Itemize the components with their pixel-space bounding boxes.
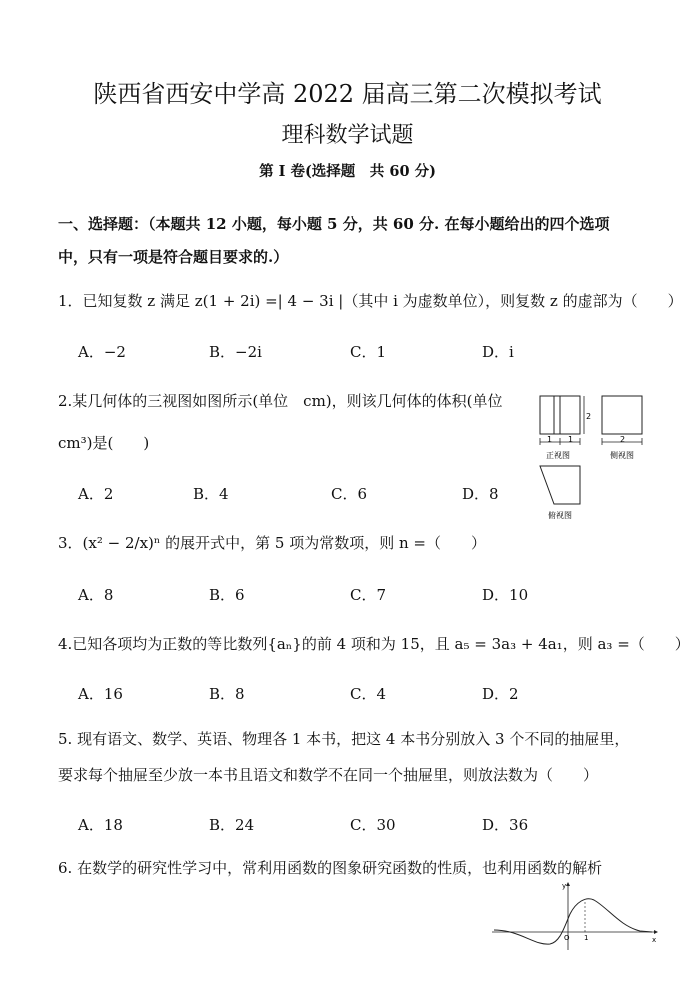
question-1-text: 1．已知复数 z 满足 z(1 + 2i) =| 4 − 3i |（其中 i 为虚数单位），则复数 z 的虚部为（ ） bbox=[58, 292, 683, 310]
question-2-option-b: B．4 bbox=[193, 485, 229, 503]
top-view bbox=[540, 466, 580, 504]
question-4-text: 4.已知各项均为正数的等比数列{aₙ}的前 4 项和为 15，且 a₅ = 3a₃ + 4a₁，则 a₃ =（ ） bbox=[58, 635, 690, 653]
question-4-option-a: A．16 bbox=[78, 685, 123, 703]
question-5-option-c: C．30 bbox=[350, 816, 396, 834]
question-2-text-line2: cm³)是( ) bbox=[58, 434, 150, 452]
x-axis-arrow-icon bbox=[654, 930, 658, 934]
volume-heading: 第 I 卷(选择题 共 60 分) bbox=[259, 163, 436, 180]
question-4-option-c: C．4 bbox=[350, 685, 387, 703]
question-5-text-line1: 5. 现有语文、数学、英语、物理各 1 本书，把这 4 本书分别放入 3 个不同的抽屉里， bbox=[58, 730, 630, 748]
question-1-option-a: A．−2 bbox=[78, 343, 126, 361]
question-1-option-d: D．i bbox=[482, 343, 514, 361]
question-4-option-d: D．2 bbox=[482, 685, 519, 703]
exam-subtitle: 理科数学试题 bbox=[281, 123, 414, 148]
question-2-option-c: C．6 bbox=[331, 485, 368, 503]
question-5-option-a: A．18 bbox=[78, 816, 123, 834]
y-axis-label: y bbox=[562, 882, 567, 890]
tick-label: 1 bbox=[584, 934, 589, 942]
function-graph bbox=[490, 880, 660, 952]
question-5-option-b: B．24 bbox=[209, 816, 255, 834]
question-1-option-b: B．−2i bbox=[209, 343, 262, 361]
side-view-label: 侧视图 bbox=[610, 451, 634, 460]
question-4-option-b: B．8 bbox=[209, 685, 245, 703]
question-6-text: 6. 在数学的研究性学习中，常利用函数的图象研究函数的性质，也利用函数的解析 bbox=[58, 859, 603, 877]
question-3-text: 3．(x² − 2/x)ⁿ 的展开式中，第 5 项为常数项，则 n =（ ） bbox=[58, 534, 486, 552]
y-axis-arrow-icon bbox=[566, 882, 570, 886]
question-5-option-d: D．36 bbox=[482, 816, 529, 834]
front-view-label: 正视图 bbox=[546, 451, 570, 460]
question-3-option-c: C．7 bbox=[350, 586, 387, 604]
x-axis-label: x bbox=[652, 936, 657, 944]
question-2-option-d: D．8 bbox=[462, 485, 499, 503]
question-1-option-c: C．1 bbox=[350, 343, 387, 361]
question-2-text-line1: 2.某几何体的三视图如图所示(单位 cm)，则该几何体的体积(单位 bbox=[58, 392, 503, 410]
question-5-text-line2: 要求每个抽屉至少放一本书且语文和数学不在同一个抽屉里，则放法数为（ ） bbox=[58, 766, 599, 784]
function-curve bbox=[494, 899, 652, 944]
question-3-option-d: D．10 bbox=[482, 586, 529, 604]
section-instructions-line2: 中，只有一项是符合题目要求的.） bbox=[58, 248, 289, 266]
top-view-label: 俯视图 bbox=[548, 511, 572, 520]
question-2-option-a: A．2 bbox=[78, 485, 114, 503]
side-dim-width: 2 bbox=[620, 435, 626, 444]
question-3-option-a: A．8 bbox=[78, 586, 114, 604]
front-dim-half-a: 1 bbox=[547, 435, 553, 444]
section-instructions-line1: 一、选择题：（本题共 12 小题，每小题 5 分，共 60 分. 在每小题给出的四个选项 bbox=[58, 215, 610, 233]
question-3-option-b: B．6 bbox=[209, 586, 245, 604]
front-dim-height: 2 bbox=[586, 412, 592, 421]
front-dim-half-b: 1 bbox=[568, 435, 574, 444]
three-view-figure bbox=[532, 390, 652, 522]
origin-label: O bbox=[564, 934, 570, 942]
exam-title: 陕西省西安中学高 2022 届高三第二次模拟考试 bbox=[93, 80, 602, 108]
